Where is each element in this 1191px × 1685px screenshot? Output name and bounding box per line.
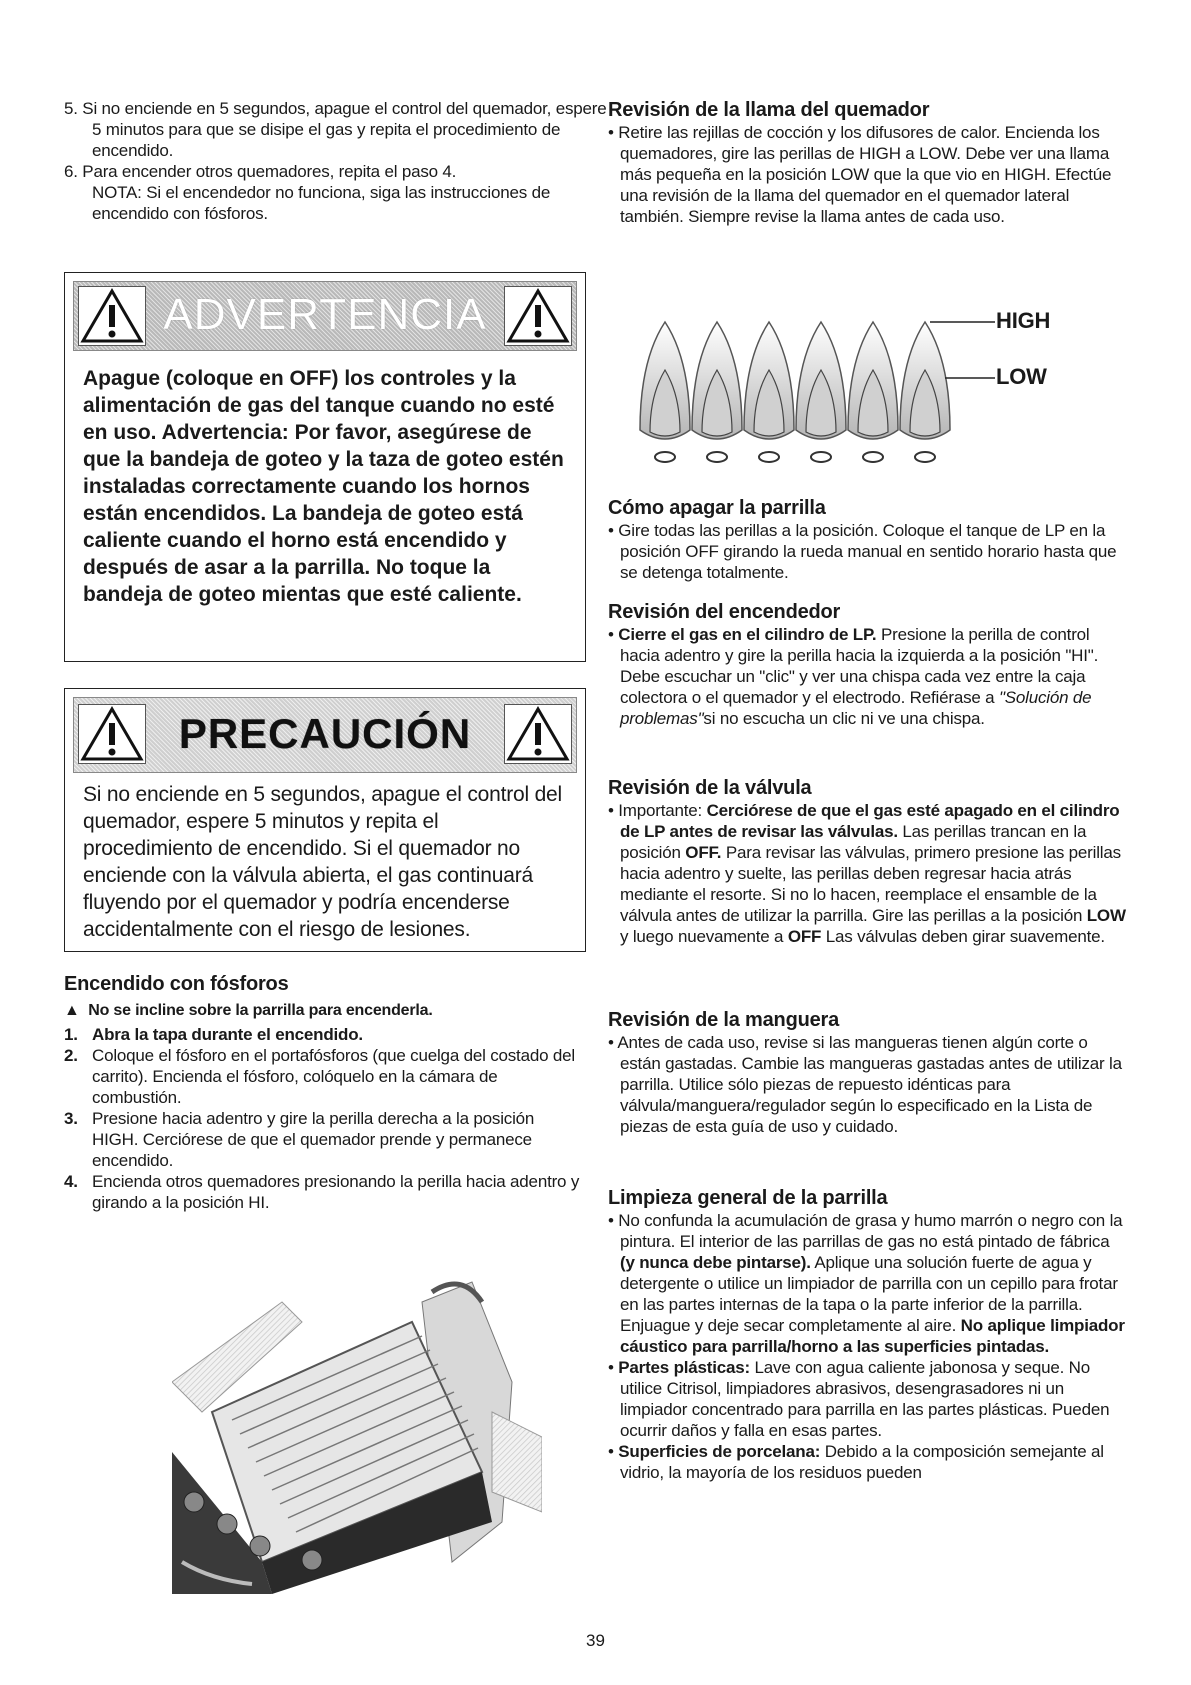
cleaning-text: • No confunda la acumulación de grasa y humo marrón o negro con la pintura. El interior de las parrillas de gas no está pintado de fábrica (y nunca debe pintarse). Aplique una solución fuerte de agua y detergente o utilice un limpiador de parrilla con un cepillo para frotar en las partes internas de la tapa o la parte inferior de la parrilla. Enjuague y deje secar completamente al aire. No aplique limpiador cáustico para parrilla/horno a las superficies pintadas.	[608, 1211, 1125, 1356]
flames-graphic	[630, 300, 1010, 470]
igniter-section	[608, 600, 1128, 729]
warning-text: Apague (coloque en OFF) los controles y la alimentación de gas del tanque cuando no esté en uso. Advertencia: Por favor, asegúrese de que la bandeja de goteo y la taza de goteo estén instaladas correctamente cuando los hornos están encendidos. La bandeja de goteo está caliente cuando el horno está encendido y después de asar a la parrilla. No toque la bandeja de goteo mientas que esté caliente.	[83, 367, 564, 606]
step-number: 2.	[64, 1046, 78, 1065]
porcelain-text: • Superficies de porcelana: Debido a la composición semejante al vidrio, la mayoría de los residuos pueden	[608, 1442, 1104, 1482]
step-text: Presione hacia adentro y gire la perilla derecha a la posición HIGH. Cerciórese de que el quemador prende y permanece encendido.	[92, 1109, 535, 1170]
valve-t4: y luego nuevamente a	[620, 927, 788, 946]
step-text: Encienda otros quemadores presionando la perilla hacia adentro y girando a la posición HI.	[92, 1172, 580, 1212]
caution-box	[64, 688, 586, 952]
valve-b2: OFF.	[685, 843, 722, 862]
valve-b1: Cerciórese de que el gas esté apagado en el cilindro de LP antes de revisar las válvulas.	[620, 801, 1120, 841]
valve-section	[608, 776, 1128, 947]
shutdown-text: • Gire todas las perillas a la posición. Coloque el tanque de LP en la posición OFF girando la rueda manual en sentido horario hasta que se detenga totalmente.	[608, 521, 1117, 582]
step-number: 4.	[64, 1172, 78, 1191]
valve-t1: Importante:	[618, 801, 707, 820]
match-lighting-section	[64, 972, 584, 1213]
valve-b4: OFF	[787, 927, 822, 946]
step-text: Coloque el fósforo en el portafósforos (que cuelga del costado del carrito). Encienda el fósforo, colóquelo en la cámara de combustión.	[92, 1046, 575, 1107]
hose-heading: Revisión de la manguera	[608, 1009, 840, 1031]
cleaning-heading: Limpieza general de la parrilla	[608, 1187, 888, 1209]
flame-low-label: LOW	[996, 364, 1047, 389]
cleaning-t1: No confunda la acumulación de grasa y humo marrón o negro con la pintura. El interior de las parrillas de gas no está pintado de fábrica	[618, 1211, 1123, 1251]
step-6: 6. Para encender otros quemadores, repita el paso 4.	[64, 162, 457, 181]
match-step-2	[64, 1045, 584, 1108]
valve-t5: Las válvulas deben girar suavemente.	[821, 927, 1105, 946]
hose-text: • Antes de cada uso, revise si las mangueras tienen algún corte o están gastadas. Cambie las mangueras gastadas antes de utilizar la parrilla. Utilice sólo piezas de repuesto idénticas para válvula/manguera/regulador según lo especificado en la Lista de piezas de esta guía de uso y cuidado.	[608, 1033, 1122, 1136]
igniter-text: • Cierre el gas en el cilindro de LP. Presione la perilla de control hacia adentro y gire la perilla hacia la izquierda a la posición "HI". Debe escuchar un "clic" y ver una chispa cada vez entre la caja colectora o el quemador y el electrodo. Refiérase a "Solución de problemas"si no escucha un clic ni ve una chispa.	[608, 625, 1099, 728]
valve-t3: Para revisar las válvulas, primero presione las perillas hacia adentro y suelte, las perillas deben regresar hacia atrás mediante el resorte. Si no lo hacen, reemplace el ensamble de la válvula antes de utilizar la parrilla. Gire las perillas a la posición	[620, 843, 1121, 925]
page-number: 39	[586, 1631, 605, 1650]
igniter-bold: Cierre el gas en el cilindro de LP.	[618, 625, 877, 644]
hose-section	[608, 1008, 1128, 1137]
flame-check-text: • Retire las rejillas de cocción y los difusores de calor. Encienda los quemadores, gire las perillas de HIGH a LOW. Debe ver una llama más pequeña en la posición LOW que la que vio en HIGH. Efectúe una revisión de la llama del quemador en el quemador lateral también. Siempre revise la llama antes de cada uso.	[608, 123, 1112, 226]
plastic-parts-label: Partes plásticas:	[618, 1358, 751, 1377]
caution-title: PRECAUCIÓN	[178, 710, 472, 757]
step-5: 5. Si no enciende en 5 segundos, apague el control del quemador, espere 5 minutos para que se disipe el gas y repita el procedimiento de encendido.	[64, 99, 607, 160]
valve-heading: Revisión de la válvula	[608, 777, 812, 799]
flame-check-section	[608, 98, 1128, 227]
cleaning-t2: Aplique una solución fuerte de agua y detergente o utilice un limpiador de parrilla con un cepillo para frotar en las partes internas de la tapa o la parte inferior de la parrilla. Enjuague y deje secar completamente al aire.	[620, 1253, 1118, 1335]
cleaning-b2: No aplique limpiador cáustico para parrilla/horno a las superficies pintadas.	[620, 1316, 1125, 1356]
troubleshooting-ref: "Solución de problemas"	[620, 688, 1092, 728]
match-step-3	[64, 1108, 584, 1171]
valve-t2: Las perillas trancan en la posición	[620, 822, 1087, 862]
alert-triangle-icon: ▲	[64, 1002, 80, 1019]
warning-banner	[73, 281, 577, 351]
shutdown-heading: Cómo apagar la parrilla	[608, 497, 826, 519]
match-step-4	[64, 1171, 584, 1213]
plastic-parts-body: Lave con agua caliente jabonosa y seque. No utilice Citrisol, limpiadores abrasivos, desengrasadores ni un limpiador concentrado para parrilla en las partes plásticas. Pueden ocurrir daños y falla en esas partes.	[620, 1358, 1110, 1440]
step-number: 1.	[64, 1025, 78, 1044]
grill-illustration	[172, 1262, 542, 1594]
cleaning-section	[608, 1186, 1128, 1483]
igniter-body-end: si no escucha un clic ni ve una chispa.	[703, 709, 985, 728]
lean-warning-text: No se incline sobre la parrilla para encenderla.	[88, 1002, 433, 1019]
valve-text: • Importante: Cerciórese de que el gas esté apagado en el cilindro de LP antes de revisar las válvulas. Las perillas trancan en la posición OFF. Para revisar las válvulas, primero presione las perillas hacia adentro y suelte, las perillas deben regresar hacia atrás mediante el resorte. Si no lo hacen, reemplace el ensamble de la válvula antes de utilizar la parrilla. Gire las perillas a la posición LOW y luego nuevamente a OFF Las válvulas deben girar suavemente.	[608, 801, 1126, 946]
valve-b3: LOW	[1086, 906, 1126, 925]
warning-triangle-icon	[504, 704, 572, 764]
warning-title: ADVERTENCIA	[163, 290, 487, 339]
flame-check-heading: Revisión de la llama del quemador	[608, 99, 930, 121]
flame-illustration	[608, 300, 1128, 470]
step-number: 3.	[64, 1109, 78, 1128]
warning-box	[64, 272, 586, 662]
plastic-parts-text: • Partes plásticas: Lave con agua caliente jabonosa y seque. No utilice Citrisol, limpiadores abrasivos, desengrasadores ni un limpiador concentrado para parrilla en las partes plásticas. Pueden ocurrir daños y falla en esas partes.	[608, 1358, 1110, 1440]
shutdown-body: Gire todas las perillas a la posición. Coloque el tanque de LP en la posición OFF girando la rueda manual en sentido horario hasta que se detenga totalmente.	[618, 521, 1117, 582]
igniter-heading: Revisión del encendedor	[608, 601, 841, 623]
step-text: Abra la tapa durante el encendido.	[92, 1025, 363, 1044]
match-step-1	[64, 1024, 584, 1045]
shutdown-section	[608, 496, 1128, 583]
caution-banner	[73, 697, 577, 773]
porcelain-label: Superficies de porcelana:	[618, 1442, 821, 1461]
lean-warning	[64, 1000, 584, 1021]
igniter-body: Presione la perilla de control hacia adentro y gire la perilla hacia la izquierda a la posición "HI". Debe escuchar un "clic" y ver una chispa cada vez entre la caja colectora o el quemador y el electrodo. Refiérase a	[620, 625, 1099, 707]
warning-triangle-icon	[504, 286, 572, 346]
nota: NOTA: Si el encendedor no funciona, siga las instrucciones de encendido con fósforos.	[92, 183, 551, 223]
caution-text: Si no enciende en 5 segundos, apague el control del quemador, espere 5 minutos y repita el procedimiento de encendido. Si el quemador no enciende con la válvula abierta, el gas continuará fluyendo por el quemador y podría encenderse accidentalmente con el riesgo de lesiones.	[83, 783, 563, 941]
hose-body: Antes de cada uso, revise si las mangueras tienen algún corte o están gastadas. Cambie las mangueras gastadas antes de utilizar la parrilla. Utilice sólo piezas de repuesto idénticas para válvula/manguera/regulador según lo especificado en la Lista de piezas de esta guía de uso y cuidado.	[617, 1033, 1122, 1136]
cleaning-b1: (y nunca debe pintarse).	[620, 1253, 811, 1272]
match-lighting-heading: Encendido con fósforos	[64, 973, 289, 995]
porcelain-body: Debido a la composición semejante al vidrio, la mayoría de los residuos pueden	[620, 1442, 1104, 1482]
flame-check-body: Retire las rejillas de cocción y los difusores de calor. Encienda los quemadores, gire las perillas de HIGH a LOW. Debe ver una llama más pequeña en la posición LOW que la que vio en HIGH. Efectúe una revisión de la llama del quemador en el quemador lateral también. Siempre revise la llama antes de cada uso.	[618, 123, 1112, 226]
flame-high-label: HIGH	[996, 308, 1051, 333]
